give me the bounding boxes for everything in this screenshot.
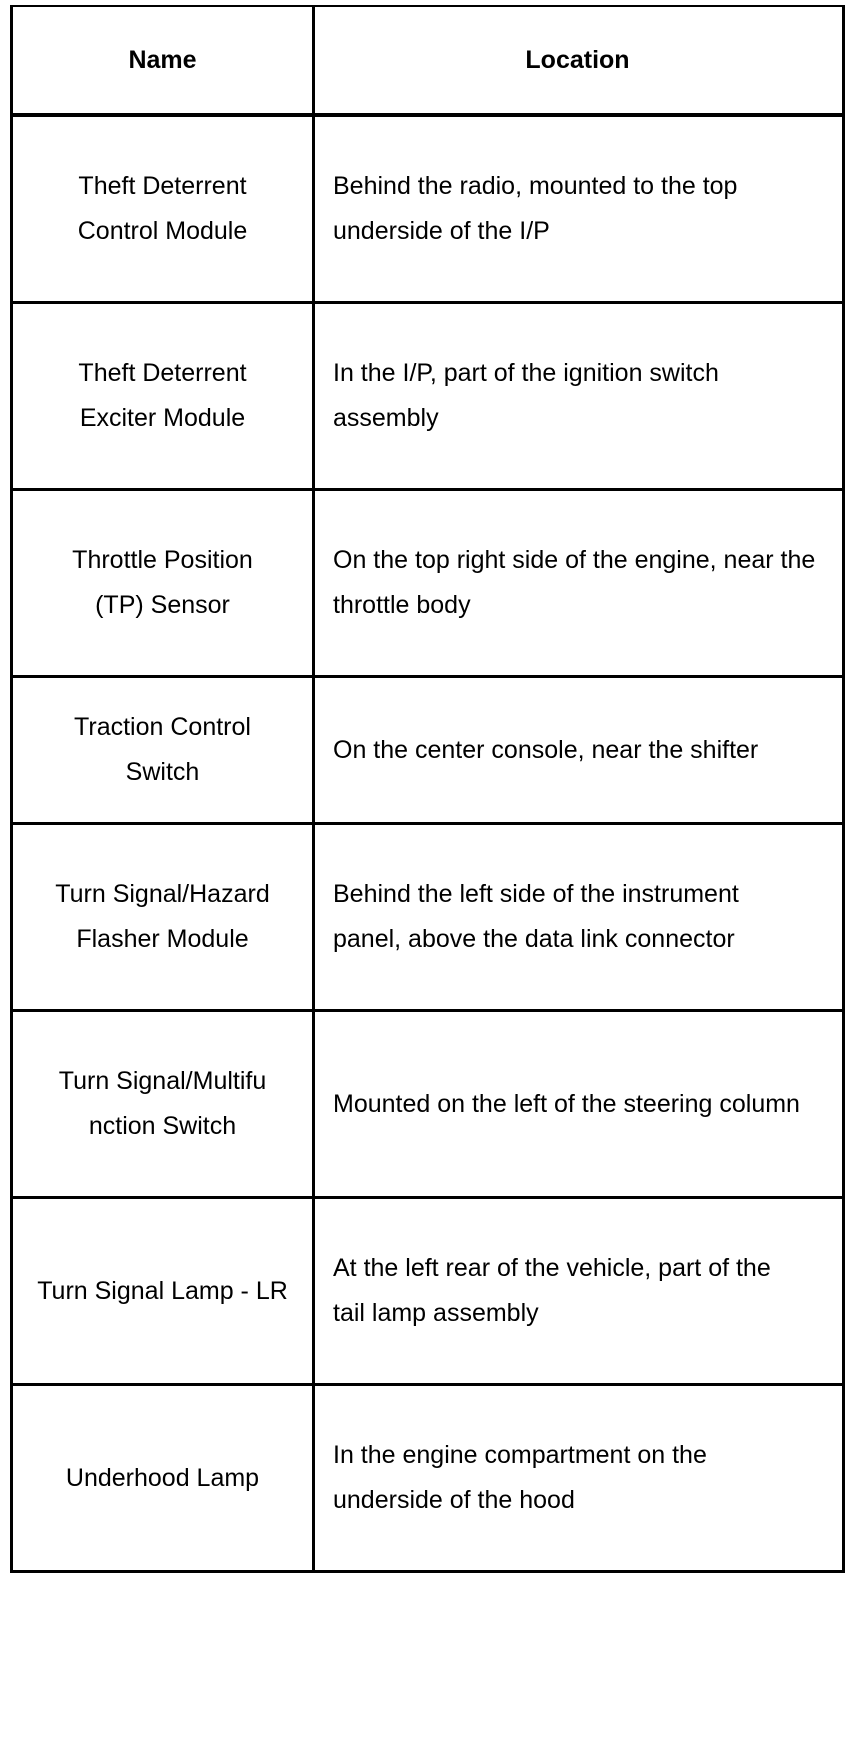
header-location [315,7,845,113]
table-row [10,1386,845,1573]
component-location-table [10,5,845,1573]
location-cell [315,491,845,675]
name-text: Traction Control Switch [74,713,251,786]
name-text: Underhood Lamp [65,1463,260,1492]
location-text: In the I/P, part of the ignition switch assembly [333,359,719,432]
location-text: In the engine compartment on the underside of the hood [333,1441,707,1514]
location-text: Mounted on the left of the steering column [333,1089,800,1118]
table-row [10,491,845,678]
name-cell [10,491,315,675]
location-cell [315,304,845,488]
table-row [10,678,845,825]
name-text: Theft Deterrent Exciter Module [78,359,247,432]
location-cell [315,678,845,822]
name-text: Turn Signal/Hazard Flasher Module [55,880,270,953]
table-row [10,825,845,1012]
name-text: Turn Signal/Multifunction Switch [58,1067,267,1140]
name-cell [10,825,315,1009]
location-text: Behind the left side of the instrument panel, above the data link connector [333,880,739,953]
location-text: On the center console, near the shifter [333,735,759,764]
table-row [10,1199,845,1386]
name-cell [10,1199,315,1383]
name-cell [10,678,315,822]
name-text: Theft Deterrent Control Module [77,172,248,245]
table-header-row [10,7,845,117]
name-text: Throttle Position (TP) Sensor [72,546,253,619]
name-cell [10,304,315,488]
location-cell [315,117,845,301]
name-cell [10,1012,315,1196]
table-row [10,304,845,491]
location-cell [315,1012,845,1196]
location-text: At the left rear of the vehicle, part of the tail lamp assembly [333,1254,771,1327]
table-row [10,1012,845,1199]
name-cell [10,1386,315,1570]
table-row [10,117,845,304]
header-name [10,7,315,113]
name-text: Turn Signal Lamp - LR [37,1276,288,1305]
location-cell [315,1386,845,1570]
location-cell [315,825,845,1009]
header-location-text: Location [525,45,630,74]
location-text: Behind the radio, mounted to the top underside of the I/P [333,172,738,245]
header-name-text: Name [128,45,197,74]
location-text: On the top right side of the engine, near the throttle body [333,546,816,619]
name-cell [10,117,315,301]
location-cell [315,1199,845,1383]
